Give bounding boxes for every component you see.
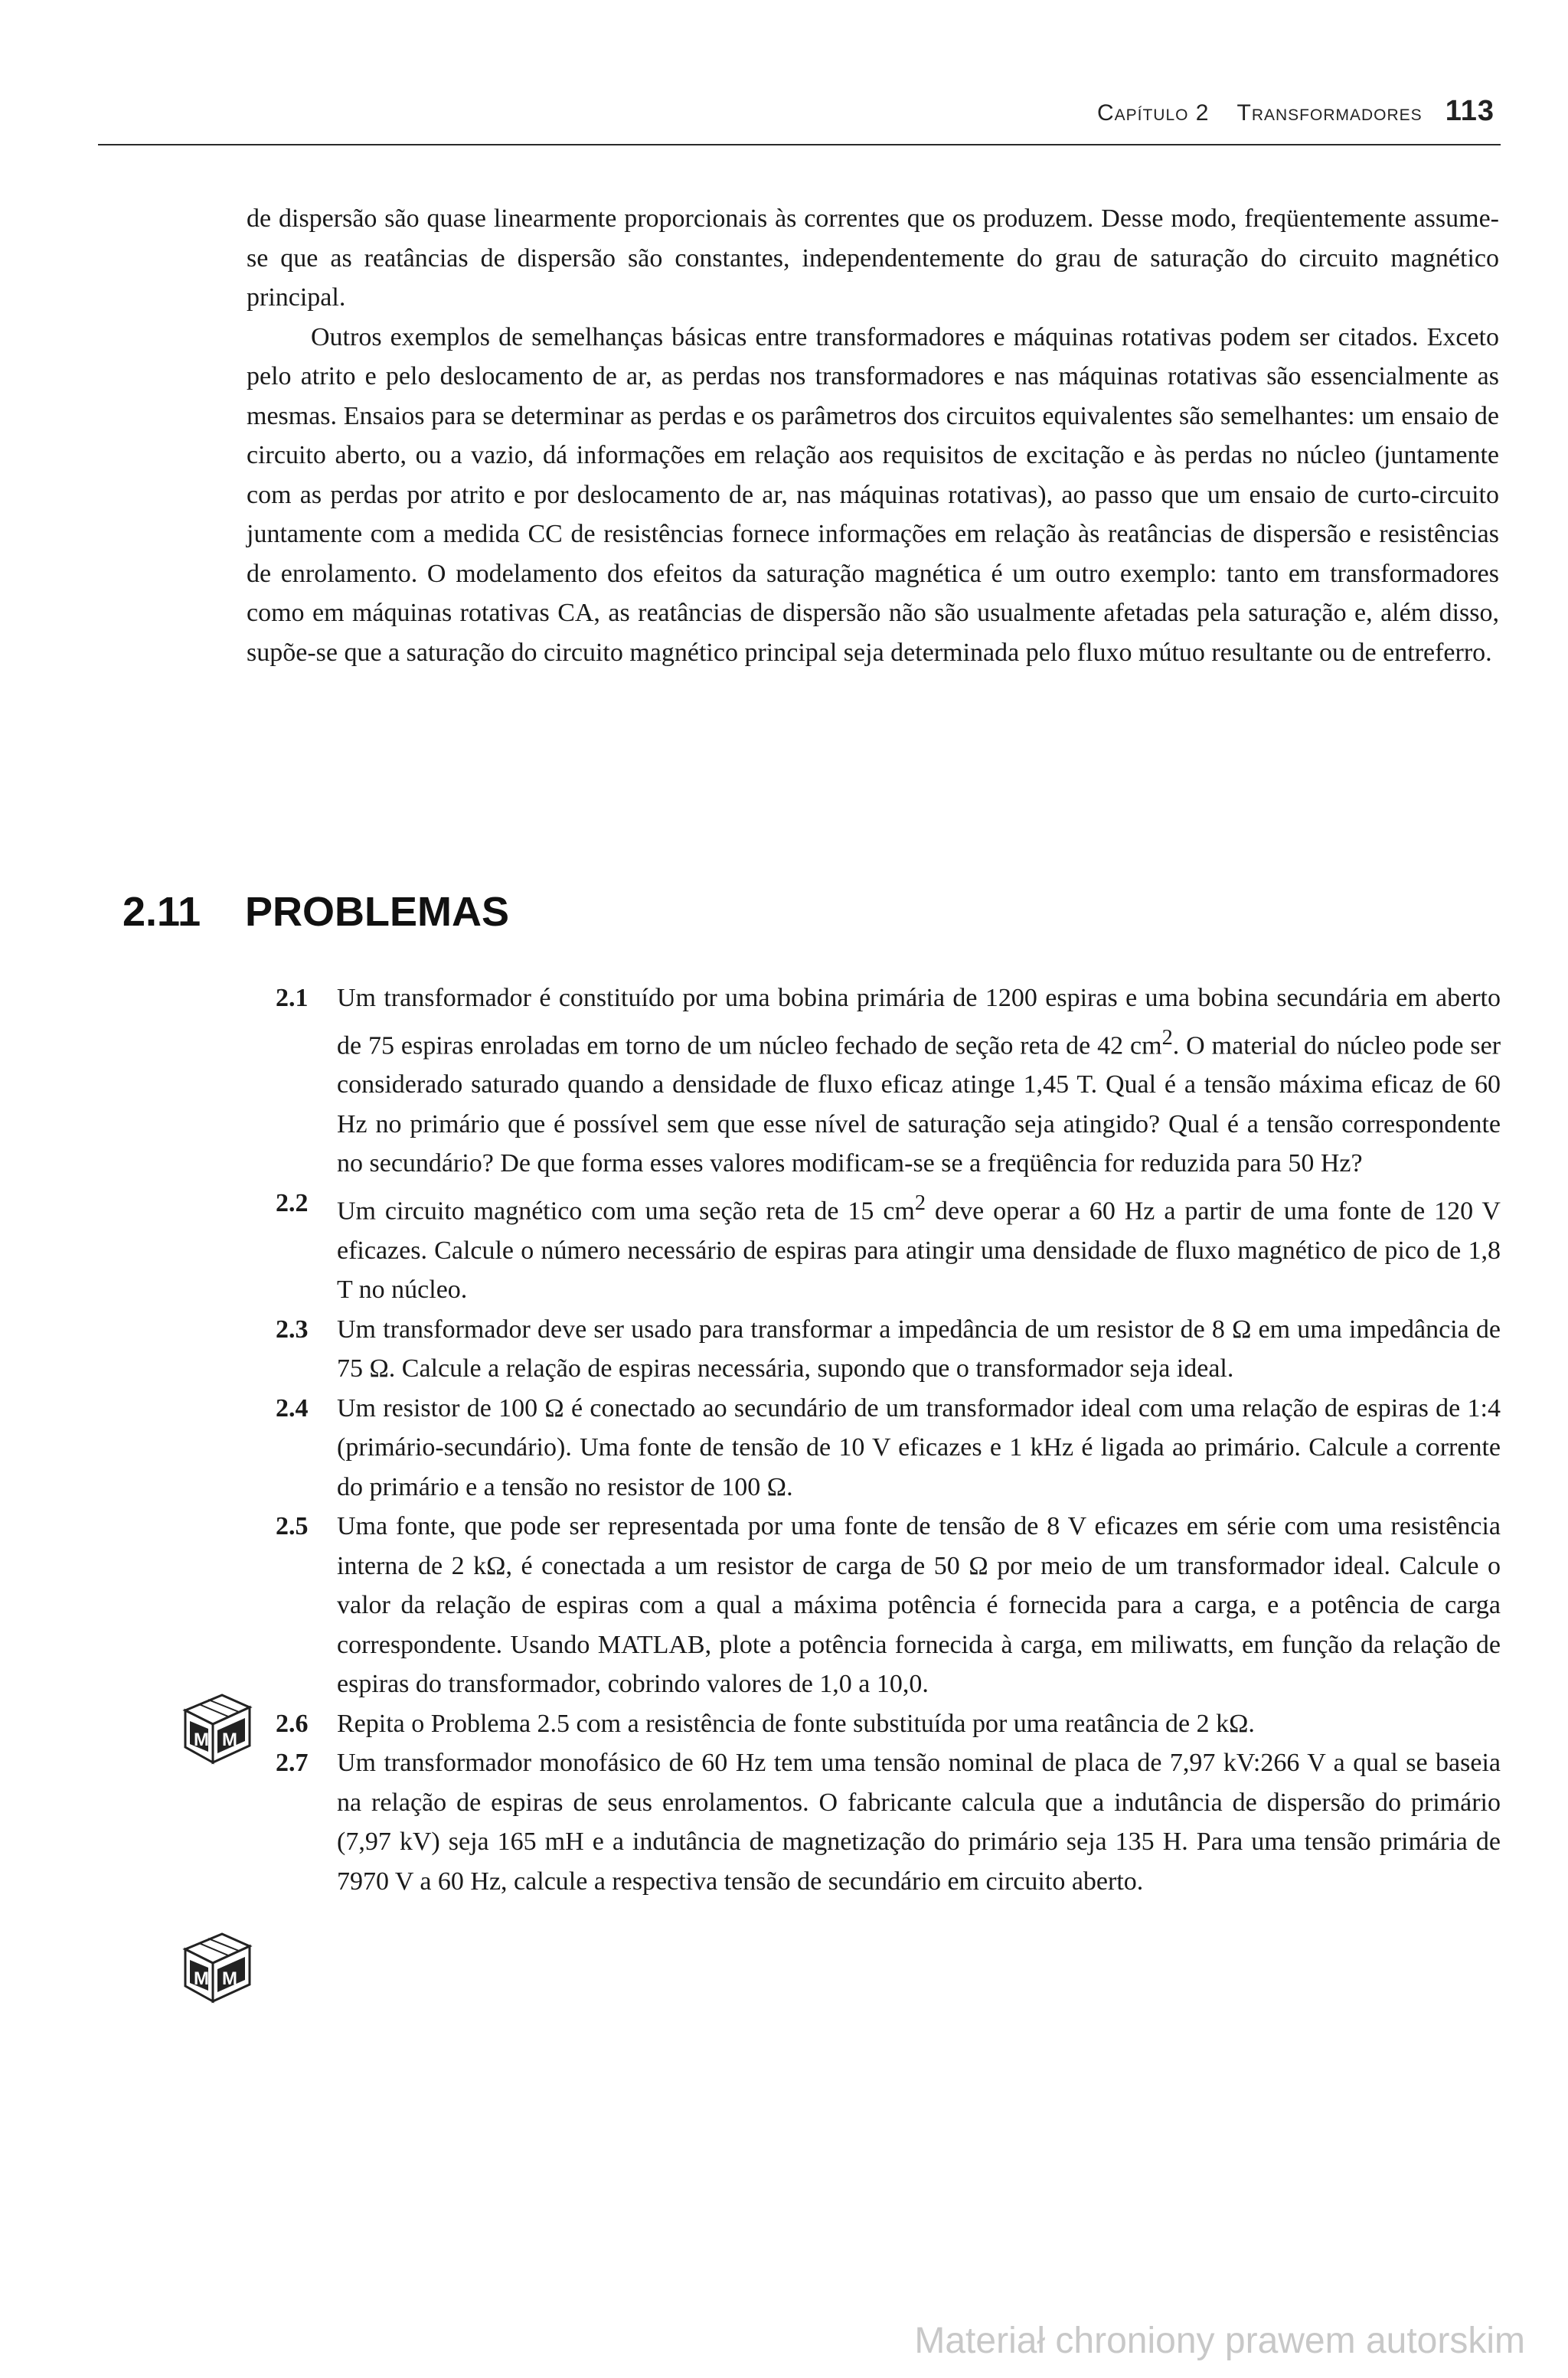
matlab-cube-icon — [175, 1684, 260, 1770]
problem-item — [276, 978, 1501, 1184]
problem-list — [276, 978, 1501, 1901]
problem-number: 2.5 — [276, 1512, 309, 1541]
problem-text: Uma fonte, que pode ser representada por uma fonte de tensão de 8 V eficazes em série com uma resistência interna de 2 kΩ, é conectada a um resistor de carga de 50 Ω por meio de um transformador ideal. Calcule o valor da relação de espiras com a qual a máxima potência é fornecida para a carga, e a potência de carga correspondente. Usando MATLAB, plote a potência fornecida à carga, em miliwatts, em função da relação de espiras do transformador, cobrindo valores de 1,0 a 10,0. — [337, 1512, 1501, 1699]
section-number: 2.11 — [122, 889, 201, 935]
header-title: Transformadores — [1236, 100, 1423, 126]
paragraph-1: de dispersão são quase linearmente proporcionais às correntes que os produzem. Desse modo, freqüentemente assume-se que as reatâncias de dispersão são constantes, independentemente do grau de saturação do circuito magnético principal. — [247, 204, 1499, 312]
problem-text: Um transformador monofásico de 60 Hz tem uma tensão nominal de placa de 7,97 kV:266 V a qual se baseia na relação de espiras de seus enrolamentos. O fabricante calcula que a indutância de dispersão do primário (7,97 kV) seja 165 mH e a indutância de magnetização do primário seja 135 H. Para uma tensão primária de 7970 V a 60 Hz, calcule a respectiva tensão de secundário em circuito aberto. — [337, 1749, 1501, 1896]
problem-number: 2.6 — [276, 1709, 309, 1738]
problem-number: 2.4 — [276, 1393, 309, 1423]
body-paragraphs — [247, 199, 1499, 672]
running-header — [98, 90, 1501, 145]
matlab-cube-icon — [175, 1923, 260, 2009]
problem-number: 2.7 — [276, 1749, 309, 1778]
superscript: 2 — [914, 1191, 926, 1215]
problem-number: 2.2 — [276, 1188, 309, 1217]
problem-text: Um transformador é constituído por uma bobina primária de 1200 espiras e uma bobina secundária em aberto de 75 espiras enroladas em torno de um núcleo fechado de seção reta de 42 cm — [337, 984, 1501, 1060]
section-title: PROBLEMAS — [245, 889, 510, 935]
svg-text:M: M — [222, 1968, 237, 1989]
problem-text: . O material do núcleo pode ser considerado saturado quando a densidade de fluxo eficaz atinge 1,45 T. Qual é a tensão máxima eficaz de 60 Hz no primário que é possível sem que esse nível de saturação seja atingido? Qual é a tensão correspondente no secundário? De que forma esses valores modificam-se se a freqüência for reduzida para 50 Hz? — [337, 1031, 1501, 1178]
superscript: 2 — [1161, 1025, 1173, 1050]
paragraph-2: Outros exemplos de semelhanças básicas entre transformadores e máquinas rotativas podem ser citados. Exceto pelo atrito e pelo deslocamento de ar, as perdas nos transformadores e nas máquinas rotativas são essencialmente as mesmas. Ensaios para se determinar as perdas e os parâmetros dos circuitos equivalentes são semelhantes: um ensaio de circuito aberto, ou a vazio, dá informações em relação aos requisitos de excitação e às perdas no núcleo (juntamente com as perdas por atrito e por deslocamento de ar, nas máquinas rotativas), ao passo que um ensaio de curto-circuito juntamente com a medida CC de resistências fornece informações em relação às reatâncias de dispersão e resistências de enrolamento. O modelamento dos efeitos da saturação magnética é um outro exemplo: tanto em transformadores como em máquinas rotativas CA, as reatâncias de dispersão não são usualmente afetadas pela saturação e, além disso, supõe-se que a saturação do circuito magnético principal seja determinada pelo fluxo mútuo resultante ou de entreferro. — [247, 322, 1499, 667]
problem-item — [276, 1743, 1501, 1901]
problem-text: Um circuito magnético com uma seção reta de 15 cm — [337, 1197, 915, 1226]
problem-item — [276, 1310, 1501, 1389]
problem-item — [276, 1507, 1501, 1704]
header-text — [1097, 95, 1494, 128]
problem-number: 2.3 — [276, 1315, 309, 1344]
problem-item — [276, 1389, 1501, 1507]
svg-text:M: M — [222, 1730, 237, 1750]
section-heading — [122, 888, 509, 936]
problem-text: Um resistor de 100 Ω é conectado ao secundário de um transformador ideal com uma relação de espiras de 1:4 (primário-secundário). Uma fonte de tensão de 10 V eficazes e 1 kHz é ligada ao primário. Calcule a corrente do primário e a tensão no resistor de 100 Ω. — [337, 1393, 1501, 1501]
problem-number: 2.1 — [276, 984, 309, 1012]
svg-text:M: M — [194, 1968, 209, 1989]
problem-text: deve operar a 60 Hz a partir de uma fonte de 120 V eficazes. Calcule o número necessário de espiras para atingir uma densidade de fluxo magnético de pico de 1,8 T no núcleo. — [337, 1197, 1501, 1305]
header-chapter: Capítulo 2 — [1096, 100, 1210, 126]
problem-item — [276, 1184, 1501, 1310]
watermark: Materiał chroniony prawem autorskim — [914, 2321, 1525, 2361]
problem-text: Repita o Problema 2.5 com a resistência de fonte substituída por uma reatância de 2 kΩ. — [337, 1709, 1255, 1738]
svg-text:M: M — [194, 1730, 209, 1750]
problem-text: Um transformador deve ser usado para transformar a impedância de um resistor de 8 Ω em uma impedância de 75 Ω. Calcule a relação de espiras necessária, supondo que o transformador seja ideal. — [337, 1315, 1501, 1383]
page-number: 113 — [1445, 95, 1494, 127]
problem-item — [276, 1704, 1501, 1744]
